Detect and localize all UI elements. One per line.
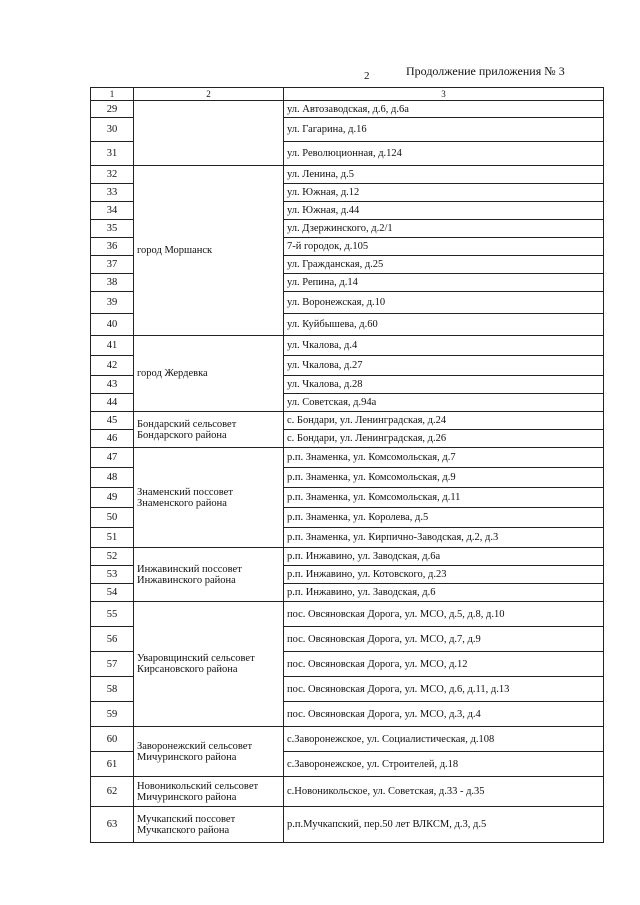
column-number-1: 1 — [91, 88, 134, 101]
table-row — [91, 602, 604, 627]
row-number: 44 — [91, 394, 134, 412]
address-cell: р.п. Инжавино, ул. Заводская, д.6 — [284, 584, 604, 602]
row-number: 36 — [91, 238, 134, 256]
address-cell: р.п. Инжавино, ул. Заводская, д.6а — [284, 548, 604, 566]
row-number: 38 — [91, 274, 134, 292]
row-number: 33 — [91, 184, 134, 202]
row-number: 35 — [91, 220, 134, 238]
address-cell: ул. Репина, д.14 — [284, 274, 604, 292]
address-cell: р.п.Мучкапский, пер.50 лет ВЛКСМ, д.3, д.5 — [284, 807, 604, 843]
table-row — [91, 548, 604, 566]
address-cell: р.п. Знаменка, ул. Комсомольская, д.9 — [284, 468, 604, 488]
address-cell: с.Новоникольское, ул. Советская, д.33 - д.35 — [284, 777, 604, 807]
address-cell: пос. Овсяновская Дорога, ул. МСО, д.5, д.8, д.10 — [284, 602, 604, 627]
address-cell: ул. Куйбышева, д.60 — [284, 314, 604, 336]
municipality-cell — [134, 101, 284, 166]
row-number: 55 — [91, 602, 134, 627]
column-number-3: 3 — [284, 88, 604, 101]
table-row — [91, 448, 604, 468]
address-cell: ул. Революционная, д.124 — [284, 142, 604, 166]
address-table-body — [91, 88, 604, 843]
row-number: 53 — [91, 566, 134, 584]
municipality-cell: Инжавинский поссовет Инжавинского района — [134, 548, 284, 602]
address-cell: пос. Овсяновская Дорога, ул. МСО, д.7, д.9 — [284, 627, 604, 652]
address-cell: ул. Гагарина, д.16 — [284, 118, 604, 142]
municipality-cell: город Жердевка — [134, 336, 284, 412]
row-number: 57 — [91, 652, 134, 677]
address-cell: с.Заворонежское, ул. Строителей, д.18 — [284, 752, 604, 777]
row-number: 63 — [91, 807, 134, 843]
row-number: 52 — [91, 548, 134, 566]
row-number: 47 — [91, 448, 134, 468]
row-number: 54 — [91, 584, 134, 602]
address-table — [90, 87, 604, 843]
address-cell: ул. Воронежская, д.10 — [284, 292, 604, 314]
row-number: 41 — [91, 336, 134, 356]
page-number: 2 — [364, 70, 370, 82]
row-number: 37 — [91, 256, 134, 274]
table-row — [91, 807, 604, 843]
address-cell: ул. Гражданская, д.25 — [284, 256, 604, 274]
address-cell: пос. Овсяновская Дорога, ул. МСО, д.6, д.11, д.13 — [284, 677, 604, 702]
column-number-row — [91, 88, 604, 101]
municipality-cell: город Моршанск — [134, 166, 284, 336]
row-number: 49 — [91, 488, 134, 508]
address-cell: ул. Дзержинского, д.2/1 — [284, 220, 604, 238]
row-number: 42 — [91, 356, 134, 376]
table-row — [91, 101, 604, 118]
row-number: 39 — [91, 292, 134, 314]
address-cell: с. Бондари, ул. Ленинградская, д.26 — [284, 430, 604, 448]
address-cell: с. Бондари, ул. Ленинградская, д.24 — [284, 412, 604, 430]
row-number: 61 — [91, 752, 134, 777]
row-number: 60 — [91, 727, 134, 752]
address-cell: р.п. Знаменка, ул. Комсомольская, д.11 — [284, 488, 604, 508]
row-number: 45 — [91, 412, 134, 430]
row-number: 58 — [91, 677, 134, 702]
row-number: 31 — [91, 142, 134, 166]
address-cell: пос. Овсяновская Дорога, ул. МСО, д.12 — [284, 652, 604, 677]
address-cell: ул. Советская, д.94а — [284, 394, 604, 412]
column-number-2: 2 — [134, 88, 284, 101]
municipality-cell: Мучкапский поссовет Мучкапского района — [134, 807, 284, 843]
row-number: 43 — [91, 376, 134, 394]
address-cell: р.п. Знаменка, ул. Кирпично-Заводская, д.2, д.3 — [284, 528, 604, 548]
municipality-cell: Заворонежский сельсовет Мичуринского района — [134, 727, 284, 777]
municipality-cell: Знаменский поссовет Знаменского района — [134, 448, 284, 548]
address-cell: ул. Южная, д.44 — [284, 202, 604, 220]
row-number: 29 — [91, 101, 134, 118]
table-row — [91, 777, 604, 807]
appendix-label: Продолжение приложения № 3 — [406, 64, 565, 78]
row-number: 59 — [91, 702, 134, 727]
row-number: 46 — [91, 430, 134, 448]
address-cell: р.п. Знаменка, ул. Королева, д.5 — [284, 508, 604, 528]
municipality-cell: Уваровщинский сельсовет Кирсановского района — [134, 602, 284, 727]
address-cell: 7-й городок, д.105 — [284, 238, 604, 256]
row-number: 32 — [91, 166, 134, 184]
row-number: 51 — [91, 528, 134, 548]
table-row — [91, 336, 604, 356]
address-cell: ул. Автозаводская, д.6, д.6а — [284, 101, 604, 118]
address-cell: р.п. Инжавино, ул. Котовского, д.23 — [284, 566, 604, 584]
table-row — [91, 412, 604, 430]
address-cell: ул. Чкалова, д.4 — [284, 336, 604, 356]
address-cell: ул. Ленина, д.5 — [284, 166, 604, 184]
row-number: 56 — [91, 627, 134, 652]
address-cell: ул. Южная, д.12 — [284, 184, 604, 202]
row-number: 50 — [91, 508, 134, 528]
address-cell: ул. Чкалова, д.27 — [284, 356, 604, 376]
address-cell: р.п. Знаменка, ул. Комсомольская, д.7 — [284, 448, 604, 468]
row-number: 62 — [91, 777, 134, 807]
row-number: 40 — [91, 314, 134, 336]
row-number: 48 — [91, 468, 134, 488]
municipality-cell: Новоникольский сельсовет Мичуринского района — [134, 777, 284, 807]
row-number: 34 — [91, 202, 134, 220]
row-number: 30 — [91, 118, 134, 142]
municipality-cell: Бондарский сельсовет Бондарского района — [134, 412, 284, 448]
table-row — [91, 727, 604, 752]
table-row — [91, 166, 604, 184]
address-cell: с.Заворонежское, ул. Социалистическая, д.108 — [284, 727, 604, 752]
address-cell: ул. Чкалова, д.28 — [284, 376, 604, 394]
address-cell: пос. Овсяновская Дорога, ул. МСО, д.3, д.4 — [284, 702, 604, 727]
